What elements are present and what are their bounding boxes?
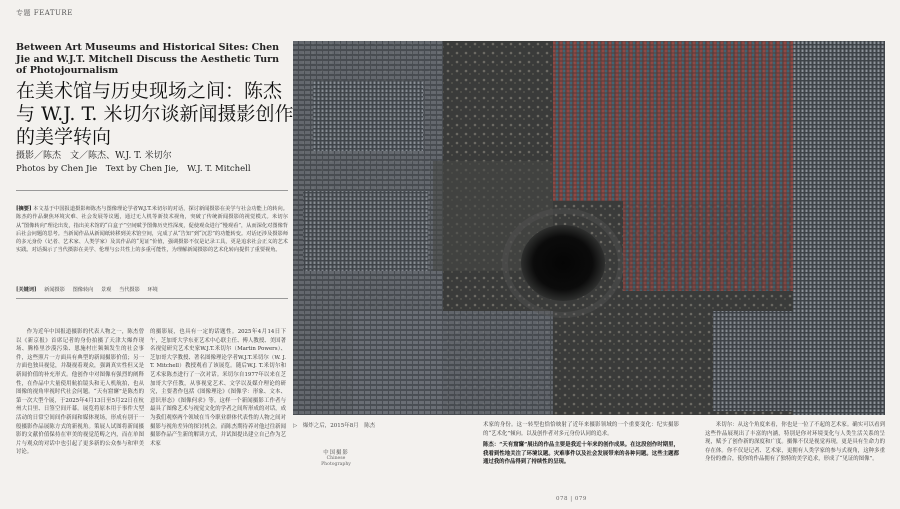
logo-line: 中国摄影	[323, 450, 349, 456]
keyword: 环境	[147, 287, 158, 293]
abstract-text: 本文基于中国报道摄影师陈杰与图像理论学者W.J.T.米切尔的对话，探讨新闻摄影在美学与社会功能上的转向。陈杰的作品聚焦环境灾难、社会发展等议题，通过无人机等新技术视角，突破了传统新闻摄影的视觉模式。米切尔从“图像转向”理论出发，指出美术馆的“白盒子”空间赋予图像历史性深度，促使观众进行“慢观看”，从而深化对图像背后社会问题的思考。当新闻作品从新闻纸转移到美术馆空间，完成了从“告知”到“沉思”的功能转变。对话还涉及摄影师的多元身份（记者、艺术家、人类学家）及其作品的“见证”价值，强调摄影不仅是记录工具，更是追求社会正义的艺术实践。对话揭示了当代摄影在美学、伦理与公共性上的多重可能性，为理解新闻摄影的艺术化转向提供了重要视角。	[16, 206, 288, 254]
keywords	[16, 286, 288, 293]
keyword: 当代摄影	[119, 287, 140, 293]
magazine-logo	[318, 450, 354, 468]
keywords-label: [关键词]	[16, 287, 37, 293]
photo-caption: ▷ 爆炸之后，2015年8月 陈杰	[293, 423, 376, 429]
section-header: 专题 FEATURE	[16, 9, 73, 17]
abstract-label: [摘要]	[16, 206, 32, 212]
logo-line: Chinese	[326, 456, 346, 461]
page-number: 078 | 079	[556, 496, 587, 502]
paragraph: 术家的身份。这一转型也恰恰映射了近年来摄影领域的一个重要变化：纪实摄影的“艺术化”倾向。以及创作者对多元身份认同的追求。	[483, 422, 679, 437]
aerial-photo	[293, 41, 885, 415]
credit-english: Photos by Chen Jie Text by Chen Jie, W.J. T. Mitchell	[16, 164, 251, 174]
chinese-title: 在美术馆与历史现场之间：陈杰与 W.J. T. 米切尔谈新闻摄影创作的美学转向	[16, 80, 294, 148]
divider	[16, 298, 288, 299]
abstract	[16, 205, 288, 255]
logo-line: Photography	[321, 462, 351, 467]
keyword: 新闻摄影	[44, 287, 65, 293]
body-column-3	[483, 421, 679, 467]
english-title: Between Art Museums and Historical Sites: Chen Jie and W.J.T. Mitchell Discuss the Aesthetic Turn of Photojournalism	[16, 42, 280, 76]
paragraph-bold: 陈杰：“天有窟窿”展出的作品主要是我近十年来的创作成果。在这段创作时期里，我看到性地关注了环境议题。灾难事件以及社会发展带来的各种问题。这些主题都通过我的作品得到了持续性的呈现。	[483, 442, 679, 466]
credit-chinese: 摄影／陈杰 文／陈杰、W.J. T. 米切尔	[16, 151, 172, 161]
keyword: 景观	[100, 287, 112, 293]
divider	[16, 190, 288, 191]
body-column-1: 作为近年中国报道摄影的代表人物之一，陈杰曾以《新京报》首席记者的身份拍摄了天津大爆炸现场、腾格里沙漠污染、恩施村庄频频发生的社会事件，这些照片一方面具有典型的新闻摄影价值；另一方面也独具视觉，并凝视着观众，强调真实性但又是新闻价值的补充形式。他创作中对图像有强烈的阐释性，在作品中大量使用航拍镜头和无人机航拍，也从图像的视角审视时代社会问题。“天有窟窿”是陈杰的第一次大型个展，于2025年4月13日至5月22日在杭州大目里、日签空间开幕。展览将原本用于事件大型活动的日常空间间作新闻和媒体现场，形成有别于一般摄影作品展陈方式的新视角。策展人试图将新闻摄影的文献价值保持在审美的视觉范畴之内，而在单图片与观众的对话中也引起了更多新的公众参与和审美讨论。	[16, 329, 144, 456]
body-column-2: 的摄影展，也具有一定的话题性。2025年4月14日下午，芝加哥大学东亚艺术中心联主任、傅人教授、美国著名视觉研究艺术史家W.J.T.米切尔（Martin Powers）、芝加哥大学教授、著名图像理论学者W.J.T.米切尔（W. J. T. Mitchell）教授观看了该展览。随后W.J. T.米切尔和艺术家陈杰进行了一次对话。米切尔自1977年以来在芝加哥大学任教，从事视觉艺术、文学以及媒介理论的研究，主要著作包括《图像理论》《图像学：形象、文本、意识形态》《图像何求》等。这样一个新闻摄影工作者与最具了图像艺术与视觉文化的学者之间所形成的对话，成为我们观察两个领域在当今职业群体代表性的人物之间对摄影与视角差异的探讨机会。而陈杰期待养对他过往新闻摄影作品产生新的解读方式，并试图提出建立自己作为艺术家	[150, 329, 286, 447]
keyword: 图像转向	[72, 287, 94, 293]
body-column-4: 米切尔：从这个角度来看，你也是一位了不起的艺术家。确实可以看到这些作品展现出了丰富的内涵，特别是你对环境变化与人类生活关系的呈现，赋予了创作新的深度和广度。摄像不仅是视觉再现，更是具有生命力的存在体。你不仅是记者、艺术家，更拥有人类学家的参与式视角，这种多重身份的叠合，使你的作品拥有了独特的美学追求，形成了“见证的图像”。	[705, 422, 885, 463]
